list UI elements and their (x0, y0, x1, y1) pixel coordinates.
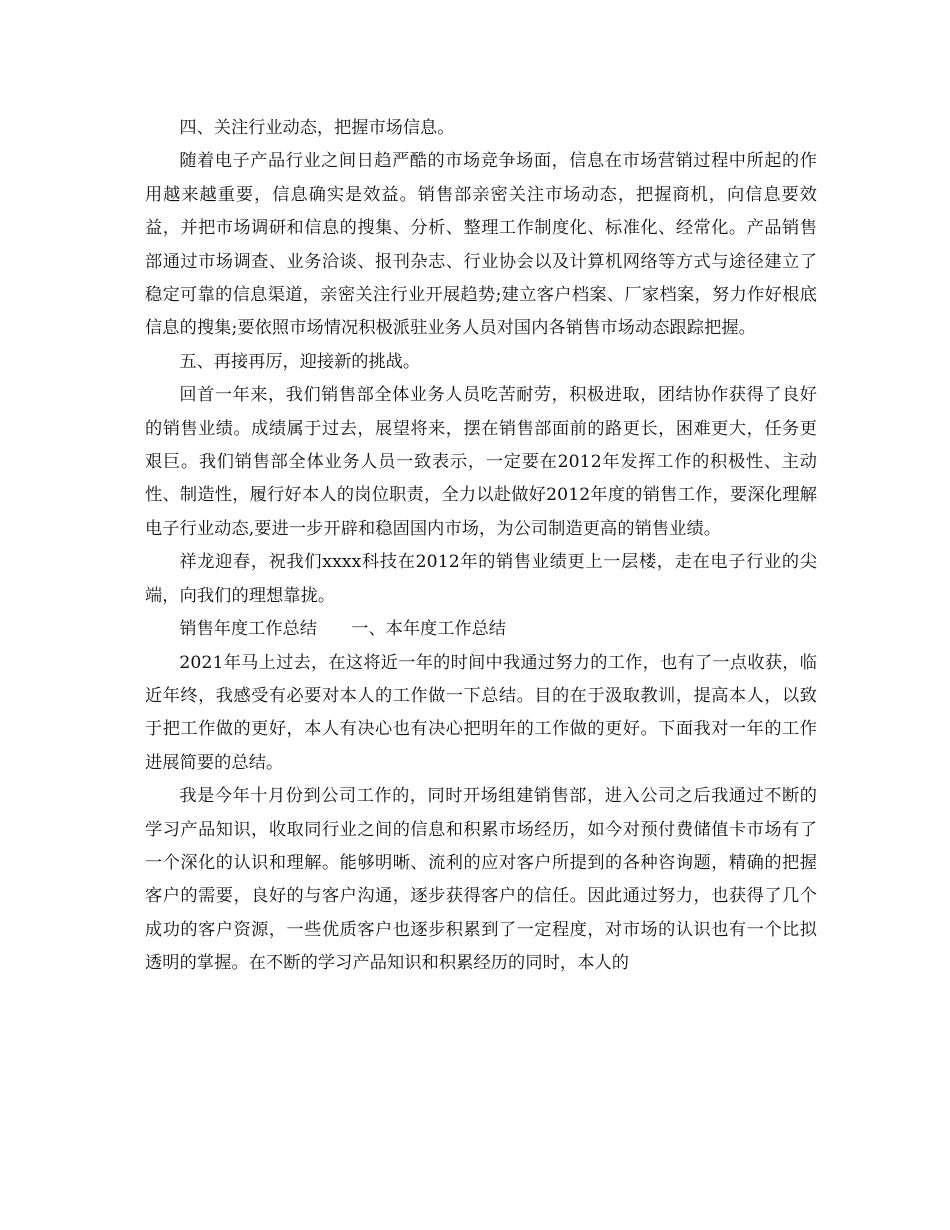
closing-paragraph: 祥龙迎春，祝我们xxxx科技在2012年的销售业绩更上一层楼，走在电子行业的尖端，向我们的理想靠拢。 (145, 552, 817, 606)
document-body (145, 112, 817, 981)
section-4-paragraph: 随着电子产品行业之间日趋严酷的市场竞争场面，信息在市场营销过程中所起的作用越来越重要，信息确实是效益。销售部亲密关注市场动态，把握商机，向信息要效益，并把市场调研和信息的搜集、分析、整理工作制度化、标准化、经常化。产品销售部通过市场调查、业务洽谈、报刊杂志、行业协会以及计算机网络等方式与途径建立了稳定可靠的信息渠道，亲密关注行业开展趋势;建立客户档案、厂家档案，努力作好根底信息的搜集;要依照市场情况积极派驻业务人员对国内各销售市场动态跟踪把握。 (145, 151, 817, 339)
summary-body-paragraph: 我是今年十月份到公司工作的，同时开场组建销售部，进入公司之后我通过不断的学习产品知识，收取同行业之间的信息和积累市场经历，如今对预付费储值卡市场有了一个深化的认识和理解。能够明晰、流利的应对客户所提到的各种咨询题，精确的把握客户的需要，良好的与客户沟通，逐步获得客户的信任。因此通过努力，也获得了几个成功的客户资源，一些优质客户也逐步积累到了一定程度，对市场的认识也有一个比拟透明的掌握。在不断的学习产品知识和积累经历的同时，本人的 (145, 786, 817, 974)
section-5-heading: 五、再接再厉，迎接新的挑战。 (179, 351, 421, 372)
new-document-title: 销售年度工作总结 一、本年度工作总结 (179, 619, 506, 640)
summary-intro-paragraph: 2021年马上过去，在这将近一年的时间中我通过努力的工作，也有了一点收获，临近年终，我感受有必要对本人的工作做一下总结。目的在于汲取教训，提高本人，以致于把工作做的更好，本人有决心也有决心把明年的工作做的更好。下面我对一年的工作进展简要的总结。 (145, 652, 817, 773)
section-4-heading: 四、关注行业动态，把握市场信息。 (179, 118, 455, 138)
section-5-paragraph: 回首一年来，我们销售部全体业务人员吃苦耐劳，积极进取，团结协作获得了良好的销售业绩。成绩属于过去，展望将来，摆在销售部面前的路更长，困难更大，任务更艰巨。我们销售部全体业务人员一致表示，一定要在2012年发挥工作的积极性、主动性、制造性，履行好本人的岗位职责，全力以赴做好2012年度的销售工作，要深化理解电子行业动态,要进一步开辟和稳固国内市场，为公司制造更高的销售业绩。 (145, 385, 817, 539)
